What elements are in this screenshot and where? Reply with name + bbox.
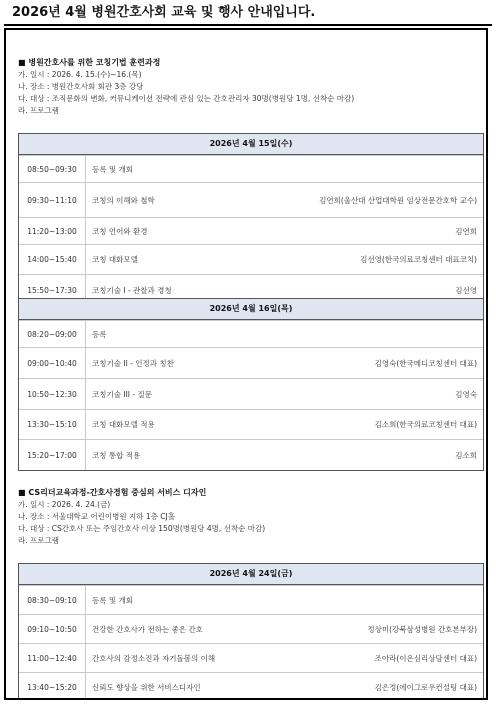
row-time: 09:10~10:50 — [19, 615, 86, 643]
row-topic: 간호사의 감정소진과 자기돌봄의 이해 — [92, 653, 216, 663]
schedule-date: 2026년 4월 16일(목) — [19, 299, 483, 320]
table-row — [19, 378, 483, 409]
section-title: ■ 병원간호사를 위한 코칭기법 훈련과정 — [18, 58, 161, 67]
row-time: 11:20~13:00 — [19, 218, 86, 244]
info-program: 라. 프로그램 — [18, 536, 59, 545]
row-speaker: 김선영(한국의료코칭센터 대표코치) — [360, 255, 477, 264]
row-speaker — [277, 586, 483, 614]
info-target: 다. 대상 : CS간호사 또는 주임간호사 이상 150명(병원당 4명, 선착순 마감) — [18, 524, 266, 533]
table-row — [19, 614, 483, 643]
row-speaker: 김소희 — [455, 450, 477, 460]
row-time: 15:20~17:00 — [19, 440, 86, 470]
row-time: 08:30~09:10 — [19, 586, 86, 614]
row-speaker: 조아라(이온심리상담센터 대표) — [374, 653, 477, 663]
row-time: 09:00~10:40 — [19, 348, 86, 378]
row-topic: 코칭 대화모델 — [92, 255, 138, 264]
section-coaching-training — [18, 56, 482, 117]
row-time: 13:30~15:10 — [19, 410, 86, 439]
row-topic: 코칭기술 II - 인정과 칭찬 — [92, 358, 174, 368]
row-time: 15:50~17:30 — [19, 275, 86, 305]
row-time: 10:50~12:30 — [19, 379, 86, 409]
table-row — [19, 439, 483, 470]
table-row — [19, 155, 483, 182]
row-topic: 코칭 언어와 환경 — [92, 226, 148, 236]
row-topic: 코칭 통합 적용 — [92, 450, 141, 460]
row-topic: 코칭기술 III - 질문 — [92, 389, 152, 399]
table-row — [19, 347, 483, 378]
row-speaker: 김영숙(한국메디코칭센터 대표) — [374, 358, 477, 368]
row-speaker: 김연희 — [455, 226, 477, 236]
schedule-day-24 — [18, 563, 484, 700]
row-speaker: 김연희(울산대 산업대학원 임상전문간호학 교수) — [319, 195, 477, 205]
row-topic: 등록 및 개회 — [92, 164, 133, 174]
info-date: 가. 일시 : 2026. 4. 24.(금) — [18, 500, 111, 509]
row-topic: 코칭 대화모델 적용 — [92, 420, 155, 429]
page-title: 2026년 4월 병원간호사회 교육 및 행사 안내입니다. — [4, 2, 492, 26]
row-topic: 신뢰도 향상을 위한 서비스디자인 — [92, 682, 201, 692]
row-topic: 코칭기술 I - 관찰과 경청 — [92, 285, 172, 295]
info-place: 나. 장소 : 서울대학교 어린이병원 지하 1층 CJ홀 — [18, 512, 175, 521]
row-topic: 등록 및 개회 — [92, 595, 133, 605]
row-speaker — [277, 321, 483, 347]
row-time: 09:30~11:10 — [19, 183, 86, 217]
schedule-date: 2026년 4월 24일(금) — [19, 564, 483, 585]
row-time: 08:20~09:00 — [19, 321, 86, 347]
row-speaker: 김은정(에이그로우컨설팅 대표) — [374, 682, 477, 692]
row-speaker: 김선영 — [455, 285, 477, 295]
schedule-date: 2026년 4월 15일(수) — [19, 134, 483, 155]
table-row — [19, 672, 483, 700]
table-row — [19, 409, 483, 439]
info-date: 가. 일시 : 2026. 4. 15.(수)~16.(목) — [18, 70, 142, 79]
notice-frame — [4, 28, 488, 700]
row-time: 08:50~09:30 — [19, 156, 86, 182]
table-row — [19, 643, 483, 672]
row-topic: 코칭의 이해와 철학 — [92, 195, 155, 205]
table-row — [19, 217, 483, 244]
section-title: ■ CS리더교육과정-간호사경험 중심의 서비스 디자인 — [18, 488, 207, 497]
schedule-day-16 — [18, 298, 484, 471]
table-row — [19, 320, 483, 347]
table-row — [19, 244, 483, 274]
row-speaker: 정상미(강북삼성병원 간호본부장) — [367, 624, 477, 634]
row-speaker: 김소희(한국의료코칭센터 대표) — [374, 420, 477, 429]
info-target: 다. 대상 : 조직문화의 변화, 커뮤니케이션 전략에 관심 있는 간호관리자 30명(병원당 1명, 선착순 마감) — [18, 94, 355, 103]
row-time: 13:40~15:20 — [19, 673, 86, 700]
table-row — [19, 585, 483, 614]
table-row — [19, 182, 483, 217]
section-cs-leader — [18, 486, 482, 547]
info-program: 라. 프로그램 — [18, 106, 59, 115]
row-speaker — [277, 156, 483, 182]
info-place: 나. 장소 : 병원간호사회 회관 3층 강당 — [18, 82, 144, 91]
row-time: 11:00~12:40 — [19, 644, 86, 672]
row-time: 14:00~15:40 — [19, 245, 86, 274]
row-topic: 건강한 간호사가 전하는 좋은 간호 — [92, 624, 203, 634]
row-speaker: 김영숙 — [455, 389, 477, 399]
row-topic: 등록 — [92, 329, 107, 339]
schedule-day-15 — [18, 133, 484, 306]
